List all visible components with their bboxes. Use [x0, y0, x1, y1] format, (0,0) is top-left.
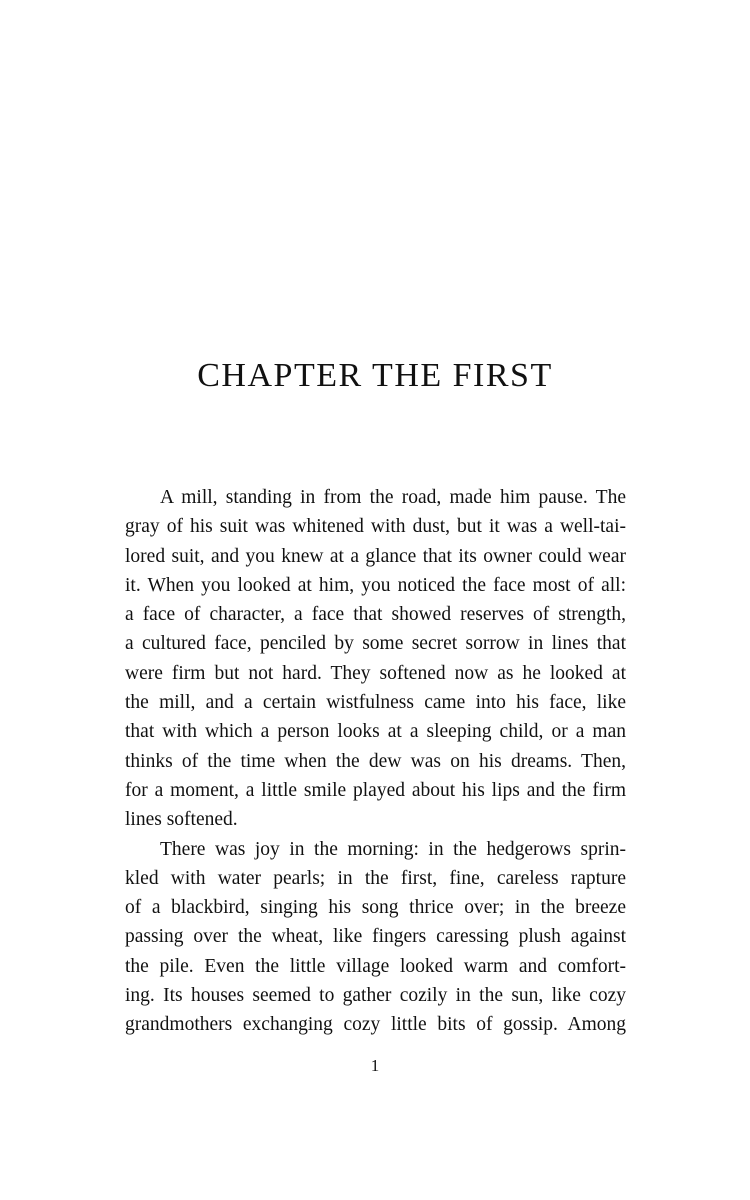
page-number: 1 [370, 1056, 380, 1075]
text-line: There was joy in the morning: in the hedgerows sprin- [160, 838, 626, 860]
text-line: passing over the wheat, like fingers caressing plush against [125, 926, 626, 948]
text-line: kled with water pearls; in the first, fine, careless rapture [125, 867, 626, 889]
text-line: ing. Its houses seemed to gather cozily in the sun, like cozy [125, 985, 626, 1007]
text-line: a face of character, a face that showed reserves of strength, [125, 604, 626, 626]
body-text [125, 483, 626, 1040]
text-line: grandmothers exchanging cozy little bits of gossip. Among [125, 1014, 626, 1036]
text-line: it. When you looked at him, you noticed the face most of all: [125, 574, 626, 596]
text-line: a cultured face, penciled by some secret sorrow in lines that [125, 633, 626, 655]
text-line: for a moment, a little smile played about his lips and the firm [125, 779, 626, 801]
text-line: of a blackbird, singing his song thrice over; in the breeze [125, 897, 626, 919]
text-line: were firm but not hard. They softened now as he looked at [125, 662, 626, 684]
text-line: gray of his suit was whitened with dust, but it was a well-tai- [125, 516, 626, 538]
text-line: lored suit, and you knew at a glance that its owner could wear [125, 545, 626, 567]
text-line: the pile. Even the little village looked warm and comfort- [125, 955, 626, 977]
chapter-title: CHAPTER THE FIRST [197, 357, 553, 394]
text-line: thinks of the time when the dew was on his dreams. Then, [125, 750, 626, 772]
text-line: the mill, and a certain wistfulness came into his face, like [125, 692, 626, 714]
text-line: that with which a person looks at a sleeping child, or a man [125, 721, 626, 743]
text-line: A mill, standing in from the road, made him pause. The [160, 487, 626, 508]
text-line: lines softened. [125, 809, 238, 831]
